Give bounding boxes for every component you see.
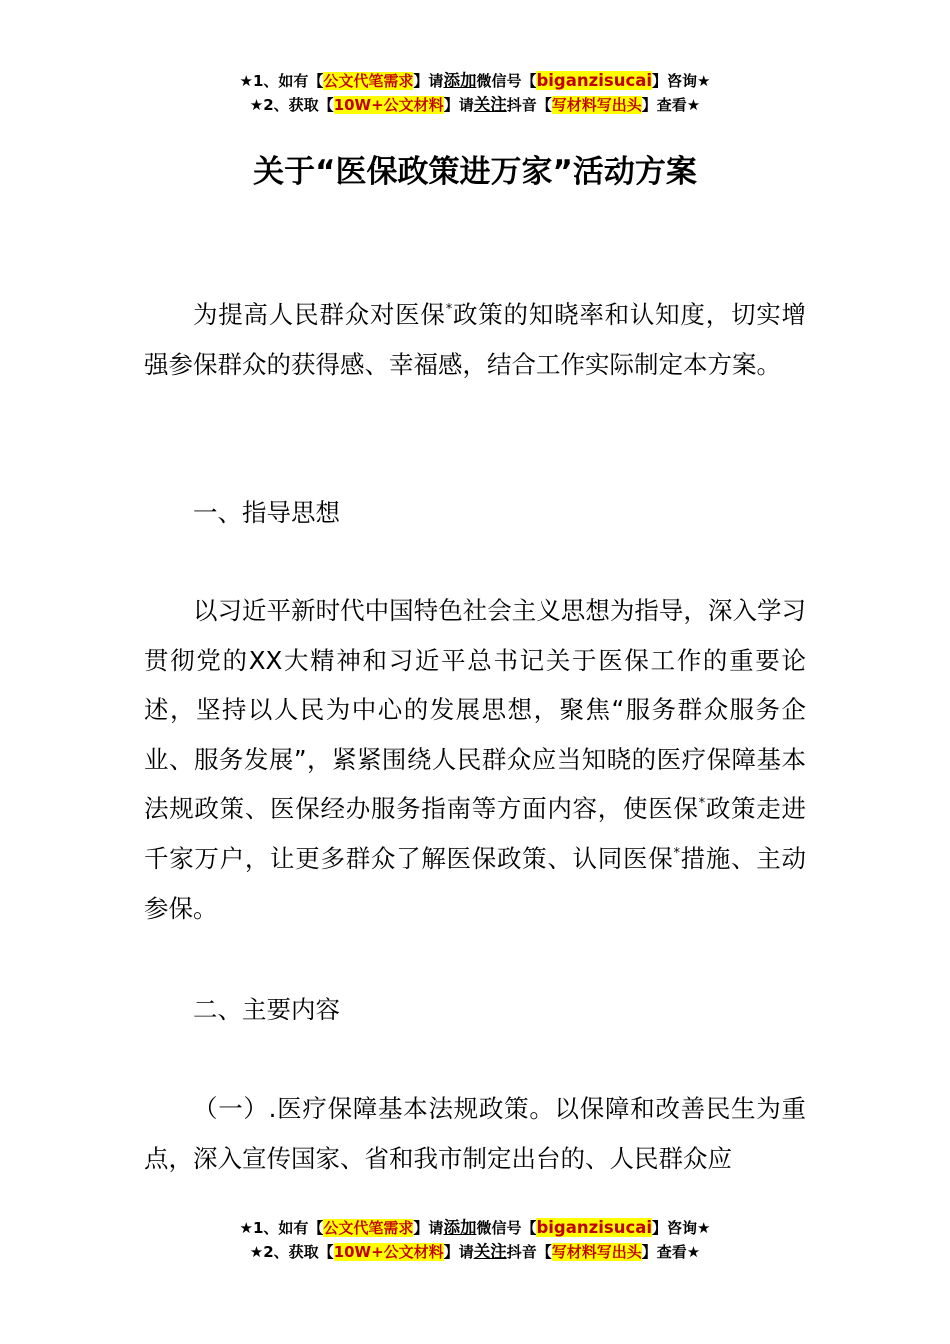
promo-line-1: ★1、如有【公文代笔需求】请添加微信号【biganzisucai】咨询★ bbox=[239, 71, 711, 90]
promo-highlight: 10W+公文材料 bbox=[333, 96, 444, 114]
document-title: 关于“医保政策进万家”活动方案 bbox=[253, 154, 697, 190]
promo-banner-top bbox=[0, 69, 950, 117]
wechat-id: biganzisucai bbox=[536, 71, 653, 90]
douyin-account: 写材料写出头 bbox=[551, 96, 642, 114]
promo-highlight: 公文代笔需求 bbox=[323, 1219, 414, 1237]
promo-banner-bottom bbox=[0, 1216, 950, 1264]
section-2-paragraph: （一）.医疗保障基本法规政策。以保障和改善民生为重点，深入宣传国家、省和我市制定出台的、人民群众应 bbox=[144, 1094, 806, 1173]
douyin-account: 写材料写出头 bbox=[551, 1243, 642, 1261]
promo-highlight: 10W+公文材料 bbox=[333, 1243, 444, 1261]
section-heading-1: 一、指导思想 bbox=[193, 498, 340, 527]
promo-line-2: ★2、获取【10W+公文材料】请关注抖音【写材料写出头】查看★ bbox=[249, 1242, 701, 1261]
promo-line-1: ★1、如有【公文代笔需求】请添加微信号【biganzisucai】咨询★ bbox=[239, 1218, 711, 1237]
wechat-id: biganzisucai bbox=[536, 1218, 653, 1237]
intro-paragraph: 为提高人民群众对医保*政策的知晓率和认知度，切实增强参保群众的获得感、幸福感，结合工作实际制定本方案。 bbox=[144, 300, 807, 379]
promo-highlight: 公文代笔需求 bbox=[323, 72, 414, 90]
section-1-paragraph: 以习近平新时代中国特色社会主义思想为指导，深入学习贯彻党的XX大精神和习近平总书记关于医保工作的重要论述，坚持以人民为中心的发展思想，聚焦“服务群众服务企业、服务发展”，紧紧围绕人民群众应当知晓的医疗保障基本法规政策、医保经办服务指南等方面内容，使医保*政策走进千家万户，让更多群众了解医保政策、认同医保*措施、主动参保。 bbox=[144, 596, 807, 923]
section-heading-2: 二、主要内容 bbox=[193, 995, 340, 1024]
promo-line-2: ★2、获取【10W+公文材料】请关注抖音【写材料写出头】查看★ bbox=[249, 95, 701, 114]
